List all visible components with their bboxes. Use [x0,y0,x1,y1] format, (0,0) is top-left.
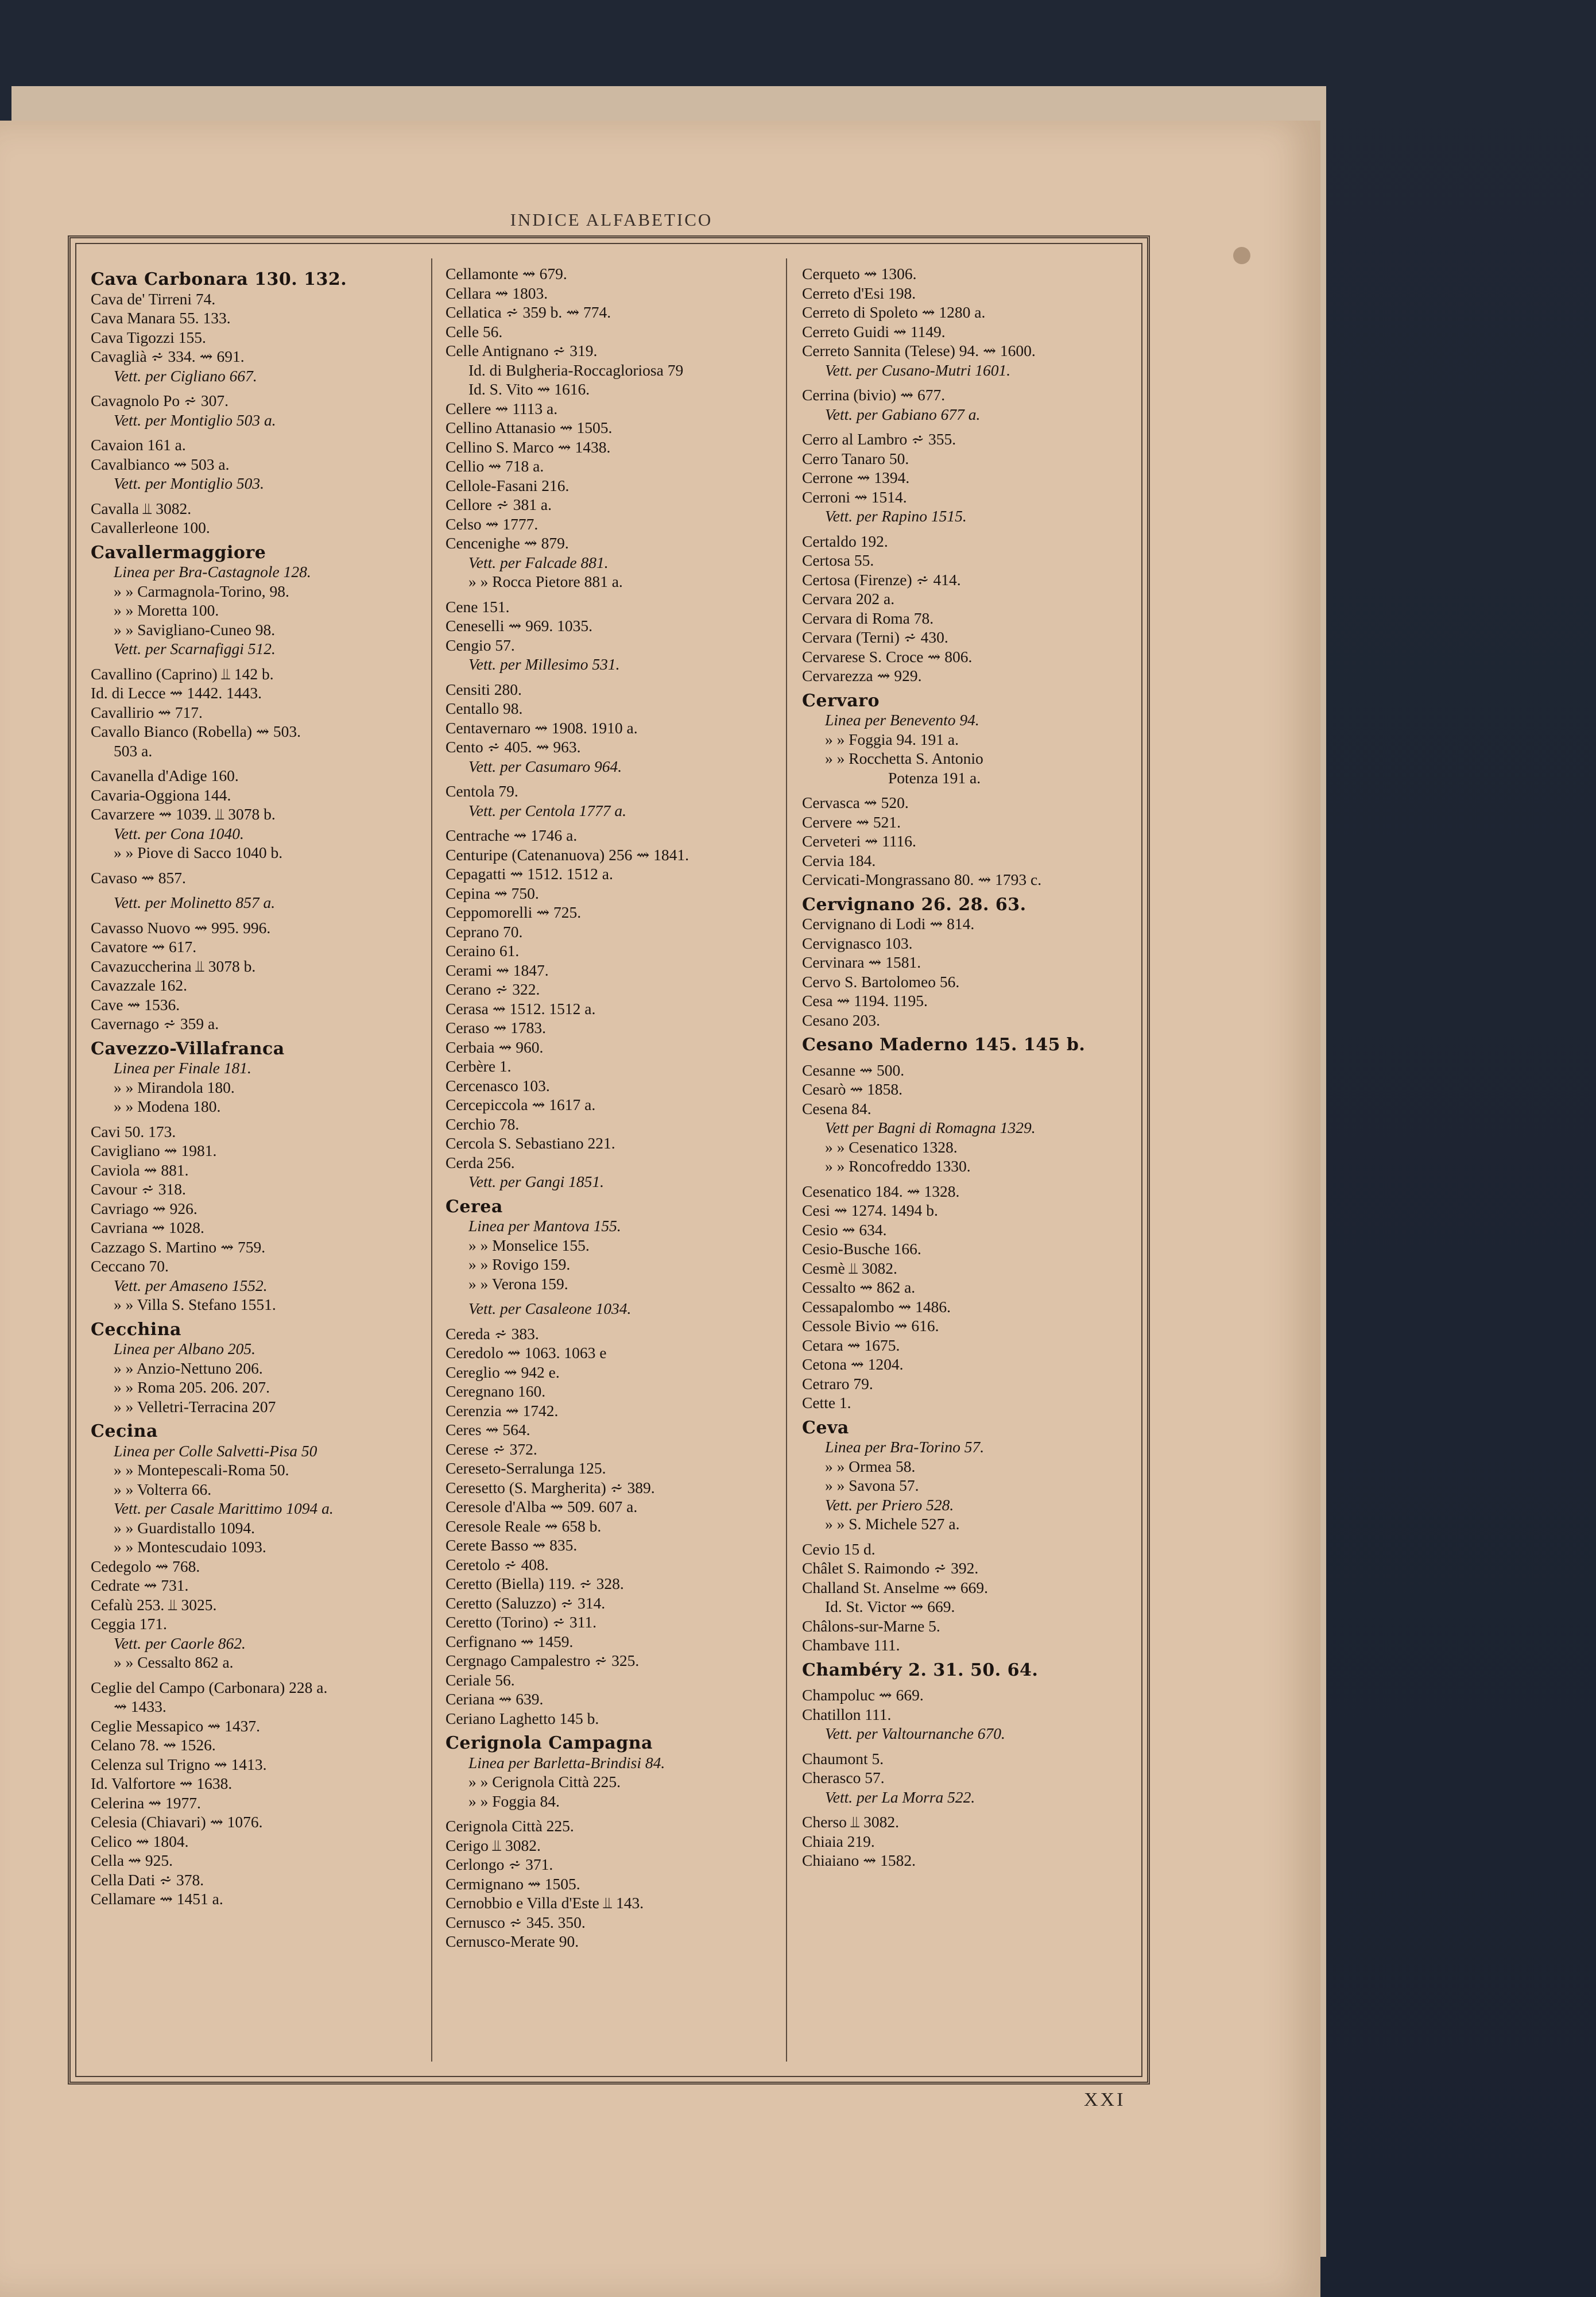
index-entry: Cava Tigozzi 155. [91,328,206,346]
index-entry: Vett. per Valtournanche 670. [825,1724,1005,1742]
index-entry: » » Foggia 94. 191 a. [825,730,959,748]
index-entry: Cavaso ⇝ 857. [91,868,186,887]
index-entry: Ceraso ⇝ 1783. [446,1019,547,1037]
index-entry: Chaumont 5. [802,1749,884,1768]
index-entry: Cerro Tanaro 50. [802,449,909,467]
index-heading: Cavallermaggiore [91,543,266,562]
index-entry: Cervarezza ⇝ 929. [802,667,922,685]
index-entry: » » S. Michele 527 a. [825,1515,960,1533]
index-entry: Censiti 280. [446,680,522,698]
index-entry: Ceresole Reale ⇝ 658 b. [446,1517,602,1535]
index-entry: Cavanella d'Adige 160. [91,767,239,784]
index-entry: Cerbère 1. [446,1057,512,1075]
index-entry: Id. di Lecce ⇝ 1442. 1443. [91,684,262,702]
index-entry: Cavagnolo Po ⩫ 307. [91,392,228,409]
index-entry: Linea per Benevento 94. [825,711,979,729]
index-entry: Cerignola Città 225. [446,1817,574,1835]
index-entry: » » Savigliano-Cuneo 98. [114,620,276,639]
index-heading: Ceva [802,1418,849,1437]
index-entry: Centrache ⇝ 1746 a. [446,826,578,844]
index-entry: Cavour ⩫ 318. [91,1180,186,1198]
index-entry: Cesa ⇝ 1194. 1195. [802,992,928,1010]
index-entry: Cereda ⩫ 383. [446,1324,539,1343]
index-entry: Chiaiano ⇝ 1582. [802,1851,916,1869]
index-entry: Cavallo Bianco (Robella) ⇝ 503. [91,722,301,740]
index-entry: Challand St. Anselme ⇝ 669. [802,1578,988,1596]
index-entry: Cesenatico 184. ⇝ 1328. [802,1182,960,1200]
index-entry: » » Rovigo 159. [468,1255,571,1273]
index-entry: Celano 78. ⇝ 1526. [91,1736,216,1754]
index-entry: » » Modena 180. [114,1097,221,1115]
index-entry: Cerrone ⇝ 1394. [802,469,910,486]
index-heading: Cerignola Campagna [446,1734,653,1753]
index-entry: Cevio 15 d. [802,1540,876,1558]
index-entry: Cernusco ⩫ 345. 350. [446,1913,586,1931]
index-entry: Vett. per Cigliano 667. [114,366,257,385]
index-entry: Cerchio 78. [446,1115,520,1133]
index-entry: Vett. per Priero 528. [825,1495,954,1514]
index-entry: Ceretolo ⩫ 408. [446,1555,549,1573]
index-entry: Linea per Mantova 155. [468,1217,621,1235]
index-entry: Cavigliano ⇝ 1981. [91,1142,217,1159]
index-entry: Cervicati-Mongrassano 80. ⇝ 1793 c. [802,871,1042,888]
index-entry: Cazzago S. Martino ⇝ 759. [91,1238,266,1256]
index-entry: Linea per Barletta-Brindisi 84. [468,1753,665,1772]
index-entry: Id. Valfortore ⇝ 1638. [91,1774,233,1792]
index-entry: Linea per Bra-Torino 57. [825,1438,985,1456]
index-entry: Cavernago ⩫ 359 a. [91,1015,219,1033]
index-column-3 [802,264,1146,1870]
index-entry: Cernobbio e Villa d'Este ⫫ 143. [446,1894,644,1912]
index-entry: Vett. per Scarnafiggi 512. [114,640,276,658]
index-entry: Cavriana ⇝ 1028. [91,1219,204,1236]
index-entry: Cerda 256. [446,1153,515,1171]
index-entry: Cellamonte ⇝ 679. [446,265,567,283]
index-entry: Chambave 111. [802,1636,900,1654]
index-entry: Champoluc ⇝ 669. [802,1686,924,1704]
index-entry: Cavarzere ⇝ 1039. ⫫ 3078 b. [91,805,276,823]
index-heading: Cerea [446,1197,503,1216]
index-entry: Cesarò ⇝ 1858. [802,1080,903,1098]
index-heading: Chambéry 2. 31. 50. 64. [802,1660,1039,1680]
index-entry: Linea per Albano 205. [114,1340,255,1358]
index-entry: Cavallirio ⇝ 717. [91,703,203,721]
index-entry: Celerina ⇝ 1977. [91,1793,201,1812]
index-heading: Cervaro [802,691,880,710]
index-entry: Cerreto di Spoleto ⇝ 1280 a. [802,303,986,321]
index-entry: Cedegolo ⇝ 768. [91,1557,200,1575]
index-entry: Vett. per Cusano-Mutri 1601. [825,361,1011,379]
page-number: XXI [1084,2089,1126,2110]
index-entry: Châlet S. Raimondo ⩫ 392. [802,1559,979,1577]
index-entry: Id. di Bulgheria-Roccagloriosa 79 [468,361,684,379]
index-entry: Cellamare ⇝ 1451 a. [91,1890,223,1908]
index-entry: Cavasso Nuovo ⇝ 995. 996. [91,918,271,937]
index-entry: Vett. per Millesimo 531. [468,655,620,673]
index-entry: 503 a. [114,741,153,760]
index-entry: Ceres ⇝ 564. [446,1421,530,1438]
index-entry: » » Monselice 155. [468,1236,590,1254]
index-entry: Cavaglià ⩫ 334. ⇝ 691. [91,347,245,365]
index-entry: Vett. per Rapino 1515. [825,507,967,525]
index-entry: Cengio 57. [446,636,515,654]
index-entry: Cavaria-Oggiona 144. [91,786,231,804]
index-entry: Cellole-Fasani 216. [446,476,570,494]
index-entry: » » Verona 159. [468,1274,568,1293]
index-entry: Ceglie del Campo (Carbonara) 228 a. [91,1678,328,1696]
index-entry: Ceriale 56. [446,1670,515,1689]
index-entry: Cerveteri ⇝ 1116. [802,832,916,850]
index-entry: Cerro al Lambro ⩫ 355. [802,430,956,448]
index-entry: Ceccano 70. [91,1257,169,1275]
index-entry: Cella ⇝ 925. [91,1851,173,1869]
index-entry: » » Ormea 58. [825,1457,916,1475]
index-entry: Cerreto Guidi ⇝ 1149. [802,322,946,341]
index-entry: Cerroni ⇝ 1514. [802,488,907,506]
index-entry: Ceretto (Biella) 119. ⩫ 328. [446,1575,624,1592]
index-entry: Cava de' Tirreni 74. [91,289,216,308]
index-entry: Cervara (Terni) ⩫ 430. [802,628,948,646]
index-entry: Celesia (Chiavari) ⇝ 1076. [91,1813,263,1831]
index-entry: Cerreto Sannita (Telese) 94. ⇝ 1600. [802,342,1036,359]
index-entry: Cellino S. Marco ⇝ 1438. [446,438,611,456]
index-entry: Cesio-Busche 166. [802,1240,921,1258]
index-entry: Cerreto d'Esi 198. [802,284,916,302]
index-entry: Cavallerleone 100. [91,519,210,536]
index-entry: Cellio ⇝ 718 a. [446,457,544,475]
index-entry: Caviola ⇝ 881. [91,1161,189,1179]
index-entry: Cavalbianco ⇝ 503 a. [91,455,230,473]
index-entry: Centola 79. [446,782,518,800]
index-entry: Cerese ⩫ 372. [446,1440,537,1458]
index-entry: Cesanne ⇝ 500. [802,1061,905,1079]
index-entry: » » Foggia 84. [468,1792,560,1810]
index-entry: » » Guardistallo 1094. [114,1518,255,1537]
running-head: INDICE ALFABETICO [510,210,713,230]
index-entry: Cessapalombo ⇝ 1486. [802,1297,951,1316]
index-entry: Cavatore ⇝ 617. [91,938,197,956]
index-entry: Cernusco-Merate 90. [446,1932,579,1950]
index-entry: » » Cessalto 862 a. [114,1653,234,1671]
index-entry: » » Roncofreddo 1330. [825,1157,971,1175]
index-entry: Cella Dati ⩫ 378. [91,1870,204,1889]
index-entry: Linea per Finale 181. [114,1059,251,1077]
index-entry: Cervere ⇝ 521. [802,813,901,831]
index-entry: Cesmè ⫫ 3082. [802,1259,897,1277]
index-entry: Cerlongo ⩫ 371. [446,1855,553,1873]
index-entry: Cerano ⩫ 322. [446,980,540,998]
index-entry: Cerigo ⫫ 3082. [446,1836,541,1854]
index-entry: Cercenasco 103. [446,1076,550,1095]
index-entry: Certosa (Firenze) ⩫ 414. [802,570,961,589]
index-entry: » » Roma 205. 206. 207. [114,1378,270,1396]
index-entry: » » Cesenatico 1328. [825,1138,958,1156]
index-entry: » » Volterra 66. [114,1480,212,1498]
index-entry: Vett. per Falcade 881. [468,553,609,571]
index-entry: Cento ⩫ 405. ⇝ 963. [446,738,581,756]
index-entry: Ceppomorelli ⇝ 725. [446,903,582,921]
index-entry: Ceriana ⇝ 639. [446,1690,544,1708]
index-entry: Cerenzia ⇝ 1742. [446,1401,559,1420]
index-entry: Cepina ⇝ 750. [446,884,539,902]
index-entry: Cervara 202 a. [802,590,895,608]
index-entry: Ceriano Laghetto 145 b. [446,1709,599,1727]
index-entry: » » Carmagnola-Torino, 98. [114,582,289,600]
index-entry: Cervara di Roma 78. [802,609,934,627]
index-entry: Cellino Attanasio ⇝ 1505. [446,419,613,436]
index-entry: Linea per Colle Salvetti-Pisa 50 [114,1441,317,1460]
index-entry: Cermignano ⇝ 1505. [446,1874,580,1893]
index-entry: Cerqueto ⇝ 1306. [802,265,917,283]
index-entry: Cavi 50. 173. [91,1122,176,1140]
index-entry: Châlons-sur-Marne 5. [802,1617,940,1635]
index-entry: » » Savona 57. [825,1476,919,1494]
index-entry: Cherso ⫫ 3082. [802,1813,899,1831]
index-entry: Cavazuccherina ⫫ 3078 b. [91,957,256,975]
index-entry: » » Piove di Sacco 1040 b. [114,844,283,861]
index-entry: Cervia 184. [802,851,876,869]
index-entry: Vett. per Montiglio 503. [114,474,264,492]
index-entry: Ceneselli ⇝ 969. 1035. [446,617,592,635]
index-entry: Vett. per Amaseno 1552. [114,1276,268,1294]
index-heading: Cavezzo-Villafranca [91,1039,285,1058]
index-entry: Cerasa ⇝ 1512. 1512 a. [446,999,596,1018]
index-entry: Centavernaro ⇝ 1908. 1910 a. [446,718,638,737]
index-entry: » » Villa S. Stefano 1551. [114,1296,276,1313]
index-entry: Id. S. Vito ⇝ 1616. [468,380,590,398]
index-entry: Vett. per Caorle 862. [114,1634,246,1652]
index-entry: Cereglio ⇝ 942 e. [446,1363,560,1381]
index-entry: Certaldo 192. [802,532,888,550]
index-entry: Vett. per Cona 1040. [114,824,244,842]
index-entry: Cercepiccola ⇝ 1617 a. [446,1096,596,1113]
index-entry: ⇝ 1433. [114,1697,166,1715]
index-entry: Cavallino (Caprino) ⫫ 142 b. [91,664,274,683]
index-entry: Cellere ⇝ 1113 a. [446,399,558,417]
index-entry: Vett. per La Morra 522. [825,1788,975,1806]
index-entry: Cetara ⇝ 1675. [802,1336,900,1354]
index-entry: Cedrate ⇝ 731. [91,1576,189,1594]
index-entry: Cette 1. [802,1394,851,1412]
index-entry: Vett per Bagni di Romagna 1329. [825,1119,1036,1136]
index-entry: Vett. per Centola 1777 a. [468,801,626,819]
index-entry: Ceraino 61. [446,942,520,960]
index-entry: Ceretto (Torino) ⩫ 311. [446,1613,596,1631]
index-entry: Potenza 191 a. [888,768,981,787]
index-entry: Vett. per Casumaro 964. [468,757,622,775]
index-entry: Cervignasco 103. [802,934,913,952]
index-entry: Cherasco 57. [802,1769,885,1786]
index-entry: Cervasca ⇝ 520. [802,794,909,811]
index-entry: Cerrina (bivio) ⇝ 677. [802,386,946,404]
index-entry: Cave ⇝ 1536. [91,995,180,1014]
index-entry: Cerfignano ⇝ 1459. [446,1632,574,1650]
index-column-2 [446,264,790,1951]
index-entry: Cetraro 79. [802,1374,873,1393]
index-entry: Linea per Bra-Castagnole 128. [114,563,311,581]
index-entry: Vett. per Montiglio 503 a. [114,411,276,429]
index-entry: Ceretto (Saluzzo) ⩫ 314. [446,1594,606,1612]
index-entry: Cerete Basso ⇝ 835. [446,1536,578,1554]
index-heading: Cecina [91,1422,158,1441]
index-entry: Cencenighe ⇝ 879. [446,534,569,552]
index-entry: Cellatica ⩫ 359 b. ⇝ 774. [446,303,611,321]
index-entry: Cervo S. Bartolomeo 56. [802,972,960,991]
index-entry: Cetona ⇝ 1204. [802,1355,904,1373]
index-entry: Chiaia 219. [802,1832,875,1850]
index-entry: Celso ⇝ 1777. [446,515,539,533]
index-entry: » » Montepescali-Roma 50. [114,1461,289,1479]
index-entry: Celico ⇝ 1804. [91,1832,189,1850]
index-entry: Cellore ⩫ 381 a. [446,496,552,513]
index-entry: Vett. per Gabiano 677 a. [825,405,981,423]
index-entry: Celenza sul Trigno ⇝ 1413. [91,1755,267,1773]
index-heading: Cecchina [91,1320,181,1339]
index-entry: Ceregnano 160. [446,1382,546,1400]
index-entry: Certosa 55. [802,551,874,569]
index-entry: Cene 151. [446,597,510,616]
index-entry: Cervarese S. Croce ⇝ 806. [802,647,973,666]
index-entry: Ceresole d'Alba ⇝ 509. 607 a. [446,1498,638,1515]
index-entry: » » Cerignola Città 225. [468,1773,621,1791]
index-entry: » » Rocchetta S. Antonio [825,749,983,767]
index-entry: » » Moretta 100. [114,601,219,619]
index-entry: Cavaion 161 a. [91,436,186,454]
index-entry: Cavalla ⫫ 3082. [91,499,192,517]
index-entry: » » Mirandola 180. [114,1078,235,1096]
index-entry: » » Rocca Pietore 881 a. [468,573,623,590]
ink-stain [1233,247,1250,264]
index-entry: Cesano 203. [802,1011,880,1029]
index-entry: Vett. per Gangi 1851. [468,1173,605,1190]
index-entry: Cereseto-Serralunga 125. [446,1459,606,1477]
index-heading: Cervignano 26. 28. 63. [802,895,1026,914]
index-entry: Vett. per Casaleone 1034. [468,1300,632,1317]
index-entry: Cavriago ⇝ 926. [91,1199,197,1217]
index-entry: Cavazzale 162. [91,976,187,994]
index-entry: Ceredolo ⇝ 1063. 1063 e [446,1344,607,1362]
index-heading: Cava Carbonara 130. 132. [91,270,347,289]
index-entry: Cerbaia ⇝ 960. [446,1038,544,1056]
index-entry: Cesi ⇝ 1274. 1494 b. [802,1201,938,1219]
index-entry: Id. St. Victor ⇝ 669. [825,1598,955,1615]
index-entry: » » Montescudaio 1093. [114,1538,266,1556]
index-entry: Cellara ⇝ 1803. [446,284,548,302]
index-entry: Cessalto ⇝ 862 a. [802,1278,916,1296]
index-column-1 [91,264,435,1909]
index-entry: » » Anzio-Nettuno 206. [114,1359,263,1377]
index-entry: Cava Manara 55. 133. [91,309,231,327]
index-entry: Ceggia 171. [91,1615,167,1633]
index-entry: Ceresetto (S. Margherita) ⩫ 389. [446,1478,655,1496]
index-entry: Celle Antignano ⩫ 319. [446,342,598,359]
index-entry: Cesena 84. [802,1099,871,1117]
index-entry: Cerami ⇝ 1847. [446,961,549,979]
index-entry: Vett. per Casale Marittimo 1094 a. [114,1499,334,1517]
index-entry: Centallo 98. [446,699,523,717]
index-entry: Centuripe (Catenanuova) 256 ⇝ 1841. [446,845,689,864]
index-entry: Vett. per Molinetto 857 a. [114,894,276,911]
index-entry: Cepagatti ⇝ 1512. 1512 a. [446,865,613,883]
index-entry: Celle 56. [446,322,503,341]
index-entry: Ceprano 70. [446,922,523,941]
index-heading: Cesano Maderno 145. 145 b. [802,1035,1086,1055]
index-entry: Cervignano di Lodi ⇝ 814. [802,915,975,933]
index-entry: » » Velletri-Terracina 207 [114,1397,276,1416]
index-entry: Cessole Bivio ⇝ 616. [802,1317,939,1335]
index-entry: Cervinara ⇝ 1581. [802,953,921,971]
index-entry: Ceglie Messapico ⇝ 1437. [91,1716,260,1735]
index-entry: Cefalù 253. ⫫ 3025. [91,1595,217,1614]
index-entry: Chatillon 111. [802,1705,892,1723]
index-entry: Cercola S. Sebastiano 221. [446,1134,615,1152]
index-entry: Cesio ⇝ 634. [802,1220,887,1239]
index-entry: Cergnago Campalestro ⩫ 325. [446,1652,640,1669]
